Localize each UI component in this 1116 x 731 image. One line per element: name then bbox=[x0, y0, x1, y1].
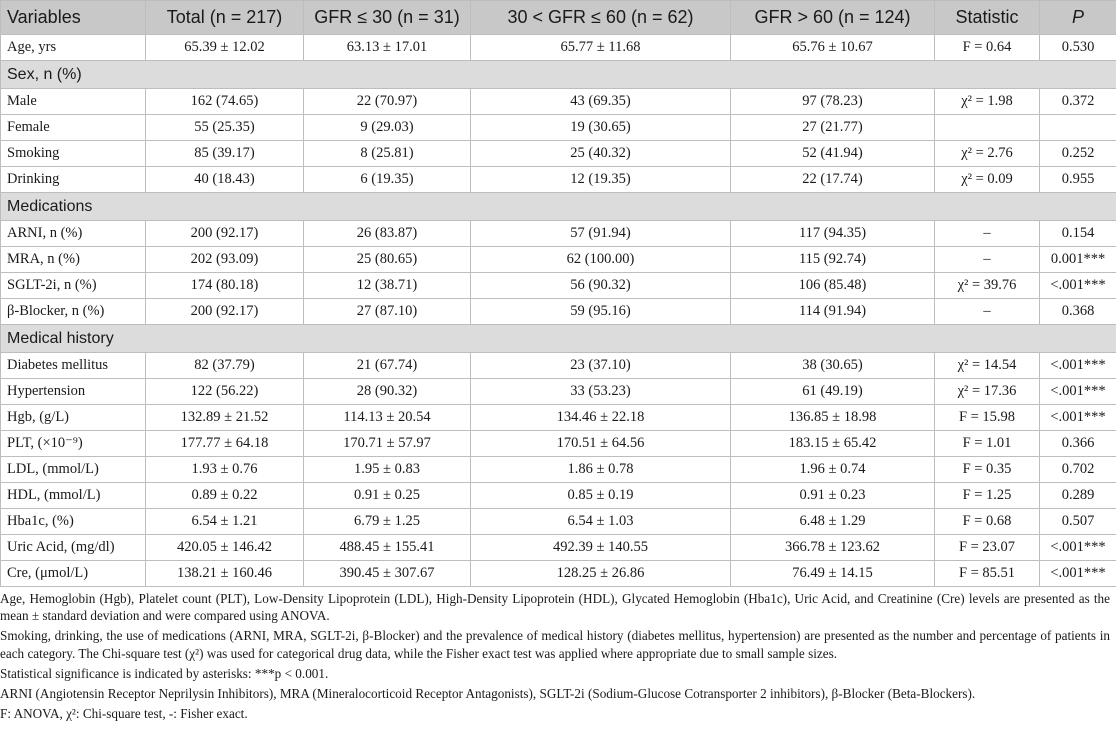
gfr-mid-cell: 62 (100.00) bbox=[471, 247, 731, 273]
gfr-high-cell: 22 (17.74) bbox=[731, 167, 935, 193]
statistic-cell: χ² = 17.36 bbox=[935, 379, 1040, 405]
variable-cell: HDL, (mmol/L) bbox=[1, 483, 146, 509]
gfr-low-cell: 12 (38.71) bbox=[304, 273, 471, 299]
variable-cell: ARNI, n (%) bbox=[1, 221, 146, 247]
header-gfr-mid: 30 < GFR ≤ 60 (n = 62) bbox=[471, 1, 731, 35]
gfr-low-cell: 28 (90.32) bbox=[304, 379, 471, 405]
table-row bbox=[1, 457, 1116, 483]
statistic-cell: χ² = 39.76 bbox=[935, 273, 1040, 299]
total-cell: 200 (92.17) bbox=[146, 221, 304, 247]
statistic-cell bbox=[935, 115, 1040, 141]
statistic-cell: F = 0.64 bbox=[935, 35, 1040, 61]
gfr-high-cell: 366.78 ± 123.62 bbox=[731, 535, 935, 561]
gfr-mid-cell: 33 (53.23) bbox=[471, 379, 731, 405]
variable-cell: Hypertension bbox=[1, 379, 146, 405]
total-cell: 177.77 ± 64.18 bbox=[146, 431, 304, 457]
p-value-cell: <.001*** bbox=[1040, 353, 1116, 379]
statistic-cell: χ² = 2.76 bbox=[935, 141, 1040, 167]
statistic-cell: F = 0.35 bbox=[935, 457, 1040, 483]
table-row bbox=[1, 221, 1116, 247]
gfr-high-cell: 114 (91.94) bbox=[731, 299, 935, 325]
header-gfr-high: GFR > 60 (n = 124) bbox=[731, 1, 935, 35]
header-statistic: Statistic bbox=[935, 1, 1040, 35]
gfr-low-cell: 9 (29.03) bbox=[304, 115, 471, 141]
table-row bbox=[1, 353, 1116, 379]
table-row bbox=[1, 535, 1116, 561]
total-cell: 82 (37.79) bbox=[146, 353, 304, 379]
table-row bbox=[1, 167, 1116, 193]
total-cell: 65.39 ± 12.02 bbox=[146, 35, 304, 61]
gfr-high-cell: 76.49 ± 14.15 bbox=[731, 561, 935, 587]
gfr-mid-cell: 128.25 ± 26.86 bbox=[471, 561, 731, 587]
statistic-cell: F = 85.51 bbox=[935, 561, 1040, 587]
gfr-mid-cell: 134.46 ± 22.18 bbox=[471, 405, 731, 431]
gfr-low-cell: 1.95 ± 0.83 bbox=[304, 457, 471, 483]
gfr-mid-cell: 43 (69.35) bbox=[471, 89, 731, 115]
p-value-cell: 0.507 bbox=[1040, 509, 1116, 535]
gfr-high-cell: 6.48 ± 1.29 bbox=[731, 509, 935, 535]
table-row bbox=[1, 483, 1116, 509]
table-row bbox=[1, 431, 1116, 457]
p-value-cell: 0.154 bbox=[1040, 221, 1116, 247]
table-row bbox=[1, 561, 1116, 587]
footnote: Age, Hemoglobin (Hgb), Platelet count (PLT), Low-Density Lipoprotein (LDL), High-Density Lipoprotein (HDL), Glycated Hemoglobin (Hba1c), Uric Acid, and Creatinine (Cre) levels are presented as the mean ± standard deviation and were compared using ANOVA. bbox=[0, 591, 1110, 624]
gfr-high-cell: 0.91 ± 0.23 bbox=[731, 483, 935, 509]
table-row bbox=[1, 299, 1116, 325]
p-value-cell: <.001*** bbox=[1040, 273, 1116, 299]
total-cell: 200 (92.17) bbox=[146, 299, 304, 325]
variable-cell: SGLT-2i, n (%) bbox=[1, 273, 146, 299]
p-value-cell: 0.955 bbox=[1040, 167, 1116, 193]
statistic-cell: F = 1.01 bbox=[935, 431, 1040, 457]
footnote: Statistical significance is indicated by asterisks: ***p < 0.001. bbox=[0, 665, 329, 681]
header-p: P bbox=[1040, 1, 1116, 35]
gfr-high-cell: 1.96 ± 0.74 bbox=[731, 457, 935, 483]
gfr-mid-cell: 59 (95.16) bbox=[471, 299, 731, 325]
header-total: Total (n = 217) bbox=[146, 1, 304, 35]
variable-cell: Drinking bbox=[1, 167, 146, 193]
gfr-high-cell: 97 (78.23) bbox=[731, 89, 935, 115]
gfr-low-cell: 170.71 ± 57.97 bbox=[304, 431, 471, 457]
table-row bbox=[1, 273, 1116, 299]
p-value-cell: 0.366 bbox=[1040, 431, 1116, 457]
total-cell: 122 (56.22) bbox=[146, 379, 304, 405]
variable-cell: Male bbox=[1, 89, 146, 115]
p-value-cell: 0.368 bbox=[1040, 299, 1116, 325]
gfr-low-cell: 8 (25.81) bbox=[304, 141, 471, 167]
p-value-cell: 0.252 bbox=[1040, 141, 1116, 167]
gfr-mid-cell: 57 (91.94) bbox=[471, 221, 731, 247]
p-value-cell: 0.702 bbox=[1040, 457, 1116, 483]
total-cell: 202 (93.09) bbox=[146, 247, 304, 273]
total-cell: 162 (74.65) bbox=[146, 89, 304, 115]
gfr-low-cell: 390.45 ± 307.67 bbox=[304, 561, 471, 587]
gfr-mid-cell: 25 (40.32) bbox=[471, 141, 731, 167]
variable-cell: Female bbox=[1, 115, 146, 141]
section-row bbox=[1, 325, 1116, 353]
variable-cell: Hba1c, (%) bbox=[1, 509, 146, 535]
gfr-low-cell: 22 (70.97) bbox=[304, 89, 471, 115]
table-row bbox=[1, 405, 1116, 431]
gfr-high-cell: 115 (92.74) bbox=[731, 247, 935, 273]
variable-cell: Smoking bbox=[1, 141, 146, 167]
p-value-cell: <.001*** bbox=[1040, 405, 1116, 431]
gfr-mid-cell: 19 (30.65) bbox=[471, 115, 731, 141]
gfr-high-cell: 38 (30.65) bbox=[731, 353, 935, 379]
gfr-high-cell: 27 (21.77) bbox=[731, 115, 935, 141]
gfr-mid-cell: 12 (19.35) bbox=[471, 167, 731, 193]
section-medications: Medications bbox=[1, 193, 1116, 221]
statistic-cell: χ² = 1.98 bbox=[935, 89, 1040, 115]
total-cell: 85 (39.17) bbox=[146, 141, 304, 167]
variable-cell: Age, yrs bbox=[1, 35, 146, 61]
total-cell: 55 (25.35) bbox=[146, 115, 304, 141]
variable-cell: β-Blocker, n (%) bbox=[1, 299, 146, 325]
variable-cell: Hgb, (g/L) bbox=[1, 405, 146, 431]
p-value-cell bbox=[1040, 115, 1116, 141]
gfr-mid-cell: 1.86 ± 0.78 bbox=[471, 457, 731, 483]
variable-cell: MRA, n (%) bbox=[1, 247, 146, 273]
statistic-cell: – bbox=[935, 221, 1040, 247]
section-row bbox=[1, 61, 1116, 89]
p-value-cell: <.001*** bbox=[1040, 379, 1116, 405]
statistic-cell: F = 0.68 bbox=[935, 509, 1040, 535]
gfr-mid-cell: 492.39 ± 140.55 bbox=[471, 535, 731, 561]
total-cell: 0.89 ± 0.22 bbox=[146, 483, 304, 509]
gfr-high-cell: 52 (41.94) bbox=[731, 141, 935, 167]
footnote: Smoking, drinking, the use of medications (ARNI, MRA, SGLT-2i, β-Blocker) and the prevalence of medical history (diabetes mellitus, hypertension) are presented as the number and percentage of patients in each category. The Chi-square test (χ²) was used for categorical drug data, while the Fisher exact test was applied where appropriate due to small sample sizes. bbox=[0, 628, 1110, 661]
p-value-cell: <.001*** bbox=[1040, 561, 1116, 587]
total-cell: 1.93 ± 0.76 bbox=[146, 457, 304, 483]
gfr-high-cell: 65.76 ± 10.67 bbox=[731, 35, 935, 61]
gfr-low-cell: 25 (80.65) bbox=[304, 247, 471, 273]
header-gfr-low: GFR ≤ 30 (n = 31) bbox=[304, 1, 471, 35]
variable-cell: Uric Acid, (mg/dl) bbox=[1, 535, 146, 561]
table-row bbox=[1, 509, 1116, 535]
p-value-cell: 0.530 bbox=[1040, 35, 1116, 61]
section-medical-history: Medical history bbox=[1, 325, 1116, 353]
table-row bbox=[1, 141, 1116, 167]
variable-cell: PLT, (×10⁻⁹) bbox=[1, 431, 146, 457]
table-row bbox=[1, 379, 1116, 405]
statistic-cell: χ² = 14.54 bbox=[935, 353, 1040, 379]
table-row bbox=[1, 35, 1116, 61]
variable-cell: Diabetes mellitus bbox=[1, 353, 146, 379]
statistic-cell: F = 15.98 bbox=[935, 405, 1040, 431]
statistic-cell: F = 23.07 bbox=[935, 535, 1040, 561]
p-value-cell: <.001*** bbox=[1040, 535, 1116, 561]
p-value-cell: 0.289 bbox=[1040, 483, 1116, 509]
table-footnotes bbox=[0, 590, 1110, 725]
gfr-mid-cell: 0.85 ± 0.19 bbox=[471, 483, 731, 509]
p-value-cell: 0.001*** bbox=[1040, 247, 1116, 273]
gfr-high-cell: 106 (85.48) bbox=[731, 273, 935, 299]
table-row bbox=[1, 115, 1116, 141]
header-variables: Variables bbox=[1, 1, 146, 35]
gfr-low-cell: 21 (67.74) bbox=[304, 353, 471, 379]
gfr-mid-cell: 170.51 ± 64.56 bbox=[471, 431, 731, 457]
table-row bbox=[1, 247, 1116, 273]
section-sex: Sex, n (%) bbox=[1, 61, 1116, 89]
gfr-low-cell: 0.91 ± 0.25 bbox=[304, 483, 471, 509]
gfr-low-cell: 26 (83.87) bbox=[304, 221, 471, 247]
gfr-high-cell: 61 (49.19) bbox=[731, 379, 935, 405]
total-cell: 132.89 ± 21.52 bbox=[146, 405, 304, 431]
gfr-high-cell: 117 (94.35) bbox=[731, 221, 935, 247]
total-cell: 40 (18.43) bbox=[146, 167, 304, 193]
statistic-cell: F = 1.25 bbox=[935, 483, 1040, 509]
gfr-high-cell: 136.85 ± 18.98 bbox=[731, 405, 935, 431]
gfr-low-cell: 114.13 ± 20.54 bbox=[304, 405, 471, 431]
table-row bbox=[1, 89, 1116, 115]
gfr-low-cell: 27 (87.10) bbox=[304, 299, 471, 325]
statistic-cell: χ² = 0.09 bbox=[935, 167, 1040, 193]
gfr-mid-cell: 23 (37.10) bbox=[471, 353, 731, 379]
total-cell: 138.21 ± 160.46 bbox=[146, 561, 304, 587]
gfr-mid-cell: 56 (90.32) bbox=[471, 273, 731, 299]
total-cell: 420.05 ± 146.42 bbox=[146, 535, 304, 561]
gfr-high-cell: 183.15 ± 65.42 bbox=[731, 431, 935, 457]
footnote: F: ANOVA, χ²: Chi-square test, -: Fisher exact. bbox=[0, 706, 248, 722]
statistic-cell: – bbox=[935, 299, 1040, 325]
section-row bbox=[1, 193, 1116, 221]
gfr-mid-cell: 6.54 ± 1.03 bbox=[471, 509, 731, 535]
footnote: ARNI (Angiotensin Receptor Neprilysin Inhibitors), MRA (Mineralocorticoid Receptor Antagonists), SGLT-2i (Sodium-Glucose Cotransporter 2 inhibitors), β-Blocker (Beta-Blockers). bbox=[0, 686, 976, 702]
variable-cell: LDL, (mmol/L) bbox=[1, 457, 146, 483]
statistic-cell: – bbox=[935, 247, 1040, 273]
total-cell: 6.54 ± 1.21 bbox=[146, 509, 304, 535]
gfr-mid-cell: 65.77 ± 11.68 bbox=[471, 35, 731, 61]
total-cell: 174 (80.18) bbox=[146, 273, 304, 299]
gfr-low-cell: 63.13 ± 17.01 bbox=[304, 35, 471, 61]
gfr-low-cell: 488.45 ± 155.41 bbox=[304, 535, 471, 561]
table-header-row bbox=[1, 1, 1116, 35]
gfr-low-cell: 6.79 ± 1.25 bbox=[304, 509, 471, 535]
gfr-low-cell: 6 (19.35) bbox=[304, 167, 471, 193]
p-value-cell: 0.372 bbox=[1040, 89, 1116, 115]
variable-cell: Cre, (μmol/L) bbox=[1, 561, 146, 587]
